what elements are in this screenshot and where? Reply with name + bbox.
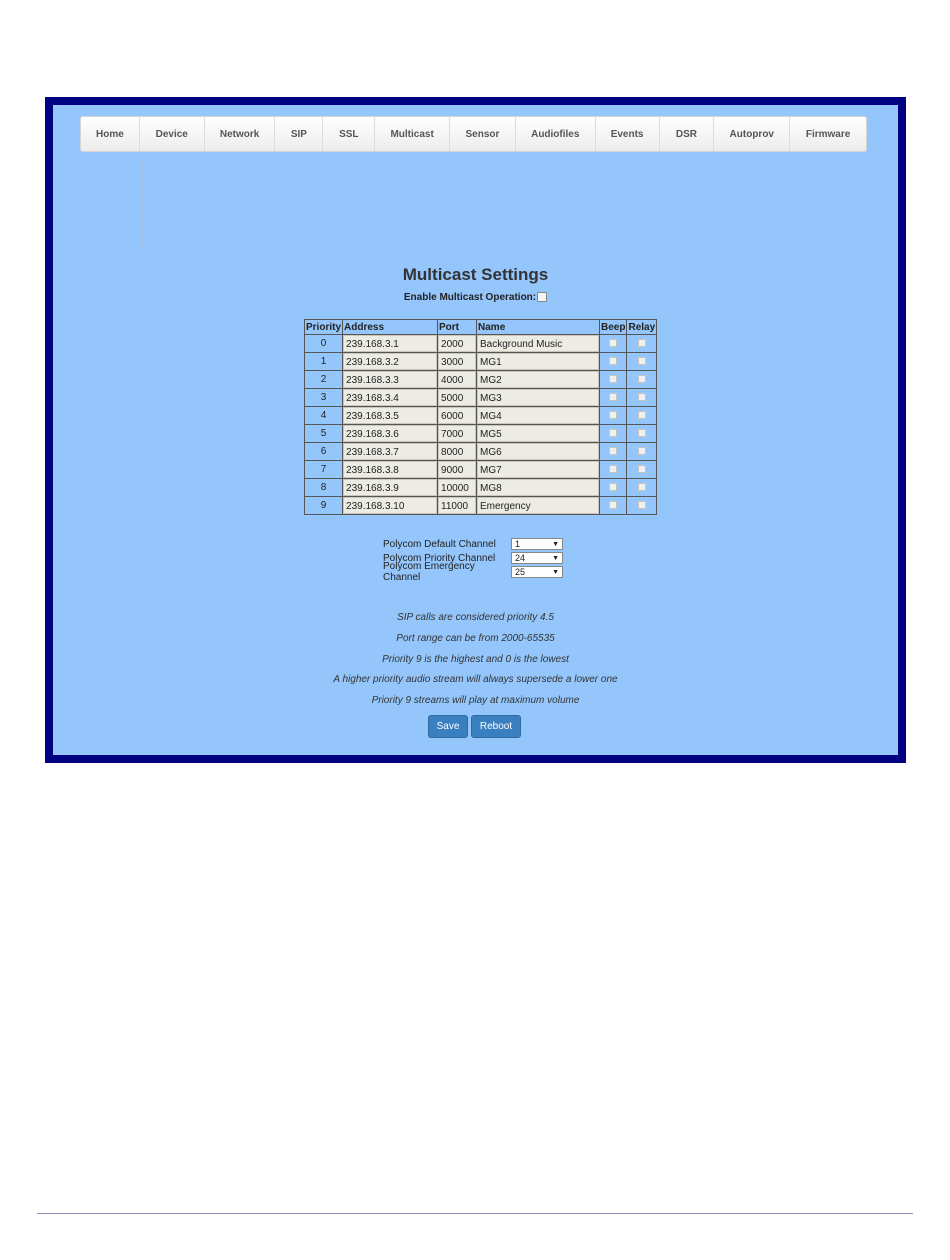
address-input[interactable]: 239.168.3.9 xyxy=(343,479,437,496)
divider-line xyxy=(142,161,143,247)
name-input[interactable]: Background Music xyxy=(477,335,599,352)
port-input[interactable]: 11000 xyxy=(438,497,476,514)
port-input[interactable]: 6000 xyxy=(438,407,476,424)
port-input[interactable]: 4000 xyxy=(438,371,476,388)
enable-multicast-row xyxy=(53,292,898,303)
header-address: Address xyxy=(343,320,438,335)
nav-dsr[interactable]: DSR xyxy=(660,117,715,151)
page-frame xyxy=(45,97,906,763)
priority-cell: 9 xyxy=(305,497,343,515)
priority-cell: 3 xyxy=(305,389,343,407)
polycom-emergency-label: Polycom Emergency Channel xyxy=(383,561,475,583)
priority-cell: 8 xyxy=(305,479,343,497)
content-panel xyxy=(53,105,898,755)
relay-checkbox[interactable] xyxy=(638,465,646,473)
polycom-emergency-value: 25 xyxy=(515,567,526,577)
address-input[interactable]: 239.168.3.4 xyxy=(343,389,437,406)
relay-checkbox[interactable] xyxy=(638,375,646,383)
polycom-default-select[interactable] xyxy=(511,538,563,550)
polycom-emergency-select[interactable] xyxy=(511,566,563,578)
beep-checkbox[interactable] xyxy=(609,375,617,383)
beep-checkbox[interactable] xyxy=(609,501,617,509)
name-input[interactable]: MG8 xyxy=(477,479,599,496)
address-input[interactable]: 239.168.3.2 xyxy=(343,353,437,370)
table-row xyxy=(305,371,657,389)
priority-cell: 0 xyxy=(305,335,343,353)
address-input[interactable]: 239.168.3.3 xyxy=(343,371,437,388)
beep-checkbox[interactable] xyxy=(609,339,617,347)
priority-cell: 6 xyxy=(305,443,343,461)
relay-checkbox[interactable] xyxy=(638,357,646,365)
name-input[interactable]: Emergency xyxy=(477,497,599,514)
priority-cell: 7 xyxy=(305,461,343,479)
save-button[interactable]: Save xyxy=(428,715,468,738)
port-input[interactable]: 10000 xyxy=(438,479,476,496)
port-input[interactable]: 3000 xyxy=(438,353,476,370)
address-input[interactable]: 239.168.3.6 xyxy=(343,425,437,442)
table-row xyxy=(305,335,657,353)
address-input[interactable]: 239.168.3.7 xyxy=(343,443,437,460)
name-input[interactable]: MG7 xyxy=(477,461,599,478)
relay-checkbox[interactable] xyxy=(638,411,646,419)
priority-cell: 1 xyxy=(305,353,343,371)
note-priority-order: Priority 9 is the highest and 0 is the lowest xyxy=(382,654,569,665)
nav-sensor[interactable]: Sensor xyxy=(450,117,516,151)
header-beep: Beep xyxy=(601,321,626,333)
polycom-settings xyxy=(383,537,563,583)
note-supersede: A higher priority audio stream will always supersede a lower one xyxy=(333,674,618,685)
polycom-default-row xyxy=(383,537,563,551)
port-input[interactable]: 7000 xyxy=(438,425,476,442)
beep-checkbox[interactable] xyxy=(609,411,617,419)
relay-checkbox[interactable] xyxy=(638,429,646,437)
table-row xyxy=(305,461,657,479)
relay-checkbox[interactable] xyxy=(638,501,646,509)
polycom-emergency-row xyxy=(383,561,563,583)
nav-device[interactable]: Device xyxy=(140,117,205,151)
nav-events[interactable]: Events xyxy=(596,117,660,151)
note-port-range: Port range can be from 2000-65535 xyxy=(396,633,555,644)
beep-checkbox[interactable] xyxy=(609,357,617,365)
nav-multicast[interactable]: Multicast xyxy=(375,117,450,151)
name-input[interactable]: MG4 xyxy=(477,407,599,424)
nav-firmware[interactable]: Firmware xyxy=(805,128,851,140)
priority-cell: 5 xyxy=(305,425,343,443)
name-input[interactable]: MG6 xyxy=(477,443,599,460)
table-row xyxy=(305,425,657,443)
multicast-table xyxy=(304,319,657,515)
port-input[interactable]: 2000 xyxy=(438,335,476,352)
note-max-volume: Priority 9 streams will play at maximum volume xyxy=(371,695,580,706)
nav-network[interactable]: Network xyxy=(205,117,276,151)
polycom-priority-select[interactable] xyxy=(511,552,563,564)
nav-audiofiles[interactable]: Audiofiles xyxy=(516,117,596,151)
note-sip-priority: SIP calls are considered priority 4.5 xyxy=(397,612,554,623)
relay-checkbox[interactable] xyxy=(638,483,646,491)
table-row xyxy=(305,407,657,425)
table-row xyxy=(305,389,657,407)
table-row xyxy=(305,479,657,497)
header-relay: Relay xyxy=(628,321,656,333)
port-input[interactable]: 5000 xyxy=(438,389,476,406)
top-nav xyxy=(80,116,867,152)
nav-autoprov[interactable]: Autoprov xyxy=(714,117,790,151)
name-input[interactable]: MG3 xyxy=(477,389,599,406)
port-input[interactable]: 8000 xyxy=(438,443,476,460)
relay-checkbox[interactable] xyxy=(638,393,646,401)
dropdown-arrow-icon: ▼ xyxy=(552,540,559,548)
relay-checkbox[interactable] xyxy=(638,339,646,347)
enable-multicast-label: Enable Multicast Operation: xyxy=(403,292,537,303)
name-input[interactable]: MG1 xyxy=(477,353,599,370)
address-input[interactable]: 239.168.3.8 xyxy=(343,461,437,478)
nav-home[interactable]: Home xyxy=(81,117,140,151)
enable-multicast-checkbox[interactable] xyxy=(537,292,547,302)
polycom-default-value: 1 xyxy=(515,539,521,549)
port-input[interactable]: 9000 xyxy=(438,461,476,478)
nav-sip[interactable]: SIP xyxy=(275,117,323,151)
polycom-priority-value: 24 xyxy=(515,553,526,563)
beep-checkbox[interactable] xyxy=(609,465,617,473)
table-header-row xyxy=(305,320,657,335)
priority-cell: 2 xyxy=(305,371,343,389)
dropdown-arrow-icon: ▼ xyxy=(552,554,559,562)
header-priority: Priority xyxy=(306,321,342,333)
name-input[interactable]: MG2 xyxy=(477,371,599,388)
address-input[interactable]: 239.168.3.10 xyxy=(343,497,437,514)
table-row xyxy=(305,353,657,371)
beep-checkbox[interactable] xyxy=(609,393,617,401)
reboot-button[interactable]: Reboot xyxy=(471,715,521,738)
action-buttons xyxy=(428,715,521,738)
address-input[interactable]: 239.168.3.5 xyxy=(343,407,437,424)
polycom-priority-label: Polycom Priority Channel xyxy=(383,552,496,564)
table-row xyxy=(305,497,657,515)
dropdown-arrow-icon: ▼ xyxy=(552,568,559,576)
header-name: Name xyxy=(477,320,600,335)
footer-divider xyxy=(37,1213,913,1214)
nav-ssl[interactable]: SSL xyxy=(323,117,375,151)
relay-checkbox[interactable] xyxy=(638,447,646,455)
beep-checkbox[interactable] xyxy=(609,429,617,437)
beep-checkbox[interactable] xyxy=(609,483,617,491)
table-row xyxy=(305,443,657,461)
header-port: Port xyxy=(438,320,477,335)
polycom-default-label: Polycom Default Channel xyxy=(383,538,496,550)
beep-checkbox[interactable] xyxy=(609,447,617,455)
address-input[interactable]: 239.168.3.1 xyxy=(343,335,437,352)
priority-cell: 4 xyxy=(305,407,343,425)
page-title: Multicast Settings xyxy=(402,265,549,284)
name-input[interactable]: MG5 xyxy=(477,425,599,442)
